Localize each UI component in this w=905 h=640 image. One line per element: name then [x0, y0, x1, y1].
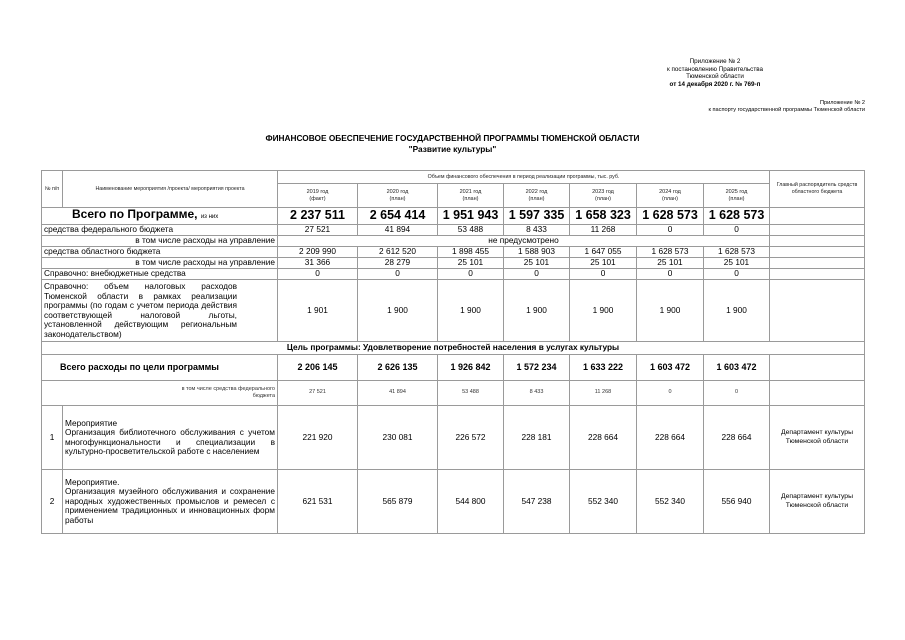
empty-cell: [770, 225, 865, 236]
tax-value: 1 900: [637, 280, 704, 342]
document-title: [0, 133, 905, 155]
empty-cell: [770, 258, 865, 269]
goal-federal-value: 27 521: [278, 381, 358, 406]
year-header: [278, 184, 358, 208]
total-value: 1 658 323: [570, 208, 637, 225]
tax-value: 1 900: [438, 280, 504, 342]
goal-federal-value: 53 488: [438, 381, 504, 406]
appendix-decree-line4: от 14 декабря 2020 г. № 769-п: [669, 80, 761, 88]
row-value: 226 572: [438, 406, 504, 470]
goal-header-row: [42, 342, 865, 355]
extrabudget-row: [42, 269, 865, 280]
regional-mgmt-label: в том числе расходы на управление: [42, 258, 278, 269]
regional-value: 1 628 573: [637, 247, 704, 258]
goal-federal-value: 11 268: [570, 381, 637, 406]
total-value: 2 237 511: [278, 208, 358, 225]
year-kind: (план): [389, 195, 406, 202]
row-value: 552 340: [570, 470, 637, 534]
row-value: 230 081: [358, 406, 438, 470]
row-value: 228 664: [637, 406, 704, 470]
total-label-suffix: из них: [200, 213, 219, 220]
regional-mgmt-value: 25 101: [637, 258, 704, 269]
empty-cell: [770, 355, 865, 381]
col-name-header: Наименование мероприятия /проекта/ мероприятия проекта: [63, 171, 278, 208]
year-label: 2019 год: [306, 188, 329, 195]
extrabudget-value: 0: [278, 269, 358, 280]
row-value: 565 879: [358, 470, 438, 534]
regional-value: 1 898 455: [438, 247, 504, 258]
row-text: Организация библиотечного обслуживания с учетом многофункциональности и специализации в культурно-просветительской работе с населением: [65, 427, 275, 456]
extrabudget-value: 0: [637, 269, 704, 280]
year-header: [358, 184, 438, 208]
appendix-passport: [709, 100, 865, 114]
row-number: 1: [42, 406, 63, 470]
regional-value: 2 209 990: [278, 247, 358, 258]
year-kind: (план): [662, 195, 678, 202]
federal-value: 0: [704, 225, 770, 236]
col-num-header: № п/п: [42, 171, 63, 208]
goal-total-value: 2 206 145: [278, 355, 358, 381]
extrabudget-value: 0: [358, 269, 438, 280]
total-value: 1 628 573: [704, 208, 770, 225]
goal-total-value: 2 626 135: [358, 355, 438, 381]
row-value: 547 238: [504, 470, 570, 534]
row-number: 2: [42, 470, 63, 534]
table-row: [42, 406, 865, 470]
year-label: 2024 год: [659, 188, 681, 195]
tax-value: 1 901: [278, 280, 358, 342]
federal-value: 0: [637, 225, 704, 236]
year-header: [637, 184, 704, 208]
goal-federal-label: в том числе средства федерального бюджета: [42, 381, 278, 406]
goal-total-value: 1 926 842: [438, 355, 504, 381]
regional-mgmt-value: 25 101: [438, 258, 504, 269]
regional-value: 1 647 055: [570, 247, 637, 258]
row-value: 228 664: [704, 406, 770, 470]
tax-value: 1 900: [704, 280, 770, 342]
total-value: 1 597 335: [504, 208, 570, 225]
empty-cell: [770, 381, 865, 406]
tax-value: 1 900: [570, 280, 637, 342]
tax-row: [42, 280, 865, 342]
tax-value: 1 900: [358, 280, 438, 342]
row-value: 228 664: [570, 406, 637, 470]
empty-cell: [770, 208, 865, 225]
federal-mgmt-row: [42, 236, 865, 247]
goal-total-value: 1 603 472: [637, 355, 704, 381]
total-row: [42, 208, 865, 225]
year-label: 2023 год: [592, 188, 614, 195]
empty-cell: [770, 247, 865, 258]
regional-mgmt-value: 31 366: [278, 258, 358, 269]
total-value: 1 628 573: [637, 208, 704, 225]
year-header: [704, 184, 770, 208]
federal-value: 41 894: [358, 225, 438, 236]
year-header: [504, 184, 570, 208]
row-value: 228 181: [504, 406, 570, 470]
total-value: 2 654 414: [358, 208, 438, 225]
regional-mgmt-value: 28 279: [358, 258, 438, 269]
document-title-line2: "Развитие культуры": [408, 144, 497, 154]
regional-mgmt-value: 25 101: [570, 258, 637, 269]
extrabudget-value: 0: [504, 269, 570, 280]
regional-row: [42, 247, 865, 258]
empty-cell: [770, 236, 865, 247]
regional-label: средства областного бюджета: [42, 247, 278, 258]
total-label: [42, 208, 278, 225]
year-label: 2022 год: [525, 188, 548, 195]
finance-table: [41, 170, 865, 534]
regional-mgmt-value: 25 101: [704, 258, 770, 269]
regional-mgmt-row: [42, 258, 865, 269]
goal-federal-value: 8 433: [504, 381, 570, 406]
year-kind: (план): [462, 195, 479, 202]
row-admin: Департамент культуры Тюменской области: [770, 406, 865, 470]
extrabudget-value: 0: [438, 269, 504, 280]
document-title-line1: ФИНАНСОВОЕ ОБЕСПЕЧЕНИЕ ГОСУДАРСТВЕННОЙ ПРОГРАММЫ ТЮМЕНСКОЙ ОБЛАСТИ: [265, 133, 640, 143]
goal-federal-value: 0: [704, 381, 770, 406]
year-header: [438, 184, 504, 208]
empty-cell: [770, 280, 865, 342]
year-kind: (план): [528, 195, 545, 202]
extrabudget-value: 0: [570, 269, 637, 280]
extrabudget-label: Справочно: внебюджетные средства: [42, 269, 278, 280]
row-value: 544 800: [438, 470, 504, 534]
regional-value: 1 588 903: [504, 247, 570, 258]
federal-label: средства федерального бюджета: [42, 225, 278, 236]
row-title: Мероприятие: [65, 417, 118, 428]
year-kind: (факт): [309, 195, 326, 202]
regional-value: 2 612 520: [358, 247, 438, 258]
appendix-passport-line1: Приложение № 2: [819, 100, 865, 106]
goal-federal-row: [42, 381, 865, 406]
row-value: 552 340: [637, 470, 704, 534]
federal-value: 11 268: [570, 225, 637, 236]
year-kind: (план): [728, 195, 745, 202]
federal-mgmt-label: в том числе расходы на управление: [42, 236, 278, 247]
regional-mgmt-value: 25 101: [504, 258, 570, 269]
federal-mgmt-value: не предусмотрено: [278, 236, 770, 247]
row-text: Организация музейного обслуживания и сохранение народных художественных промыслов и ремесел с применением традиционных и инновационных форм работы: [65, 486, 275, 525]
header-row-1: [42, 171, 865, 184]
goal-federal-value: 0: [637, 381, 704, 406]
federal-row: [42, 225, 865, 236]
goal-total-row: [42, 355, 865, 381]
year-label: 2020 год: [386, 188, 409, 195]
table-row: [42, 470, 865, 534]
extrabudget-value: 0: [704, 269, 770, 280]
row-value: 621 531: [278, 470, 358, 534]
row-admin: Департамент культуры Тюменской области: [770, 470, 865, 534]
year-header: [570, 184, 637, 208]
appendix-passport-line2: к паспорту государственной программы Тюменской области: [708, 107, 865, 113]
goal-total-value: 1 633 222: [570, 355, 637, 381]
total-label-text: Всего по Программе,: [72, 207, 198, 221]
row-value: 556 940: [704, 470, 770, 534]
appendix-decree: [640, 58, 790, 88]
row-title: Мероприятие.: [65, 476, 120, 487]
federal-value: 53 488: [438, 225, 504, 236]
col-volume-header: Объем финансового обеспечения в период реализации программы, тыс. руб.: [278, 171, 770, 184]
goal-total-value: 1 603 472: [704, 355, 770, 381]
tax-label: Справочно: объем налоговых расходов Тюменской области в рамках реализации программы (по годам с учетом периода действия соответствующей налоговой льготы, установленной действующим региональным законодательством): [42, 280, 278, 342]
federal-value: 27 521: [278, 225, 358, 236]
appendix-decree-line1: Приложение № 2: [689, 58, 741, 65]
goal-total-label: Всего расходы по цели программы: [42, 355, 278, 381]
row-name: [63, 470, 278, 534]
row-value: 221 920: [278, 406, 358, 470]
empty-cell: [770, 269, 865, 280]
regional-value: 1 628 573: [704, 247, 770, 258]
year-label: 2021 год: [459, 188, 482, 195]
appendix-decree-line2: к постановлению Правительства: [667, 65, 763, 73]
total-value: 1 951 943: [438, 208, 504, 225]
year-label: 2025 год: [725, 188, 748, 195]
goal-total-value: 1 572 234: [504, 355, 570, 381]
appendix-decree-line3: Тюменской области: [686, 73, 744, 81]
year-kind: (план): [595, 195, 611, 202]
col-admin-header: Главный распорядитель средств областного бюджета: [770, 171, 865, 208]
goal-header: Цель программы: Удовлетворение потребностей населения в услугах культуры: [42, 342, 865, 355]
tax-value: 1 900: [504, 280, 570, 342]
federal-value: 8 433: [504, 225, 570, 236]
goal-federal-value: 41 894: [358, 381, 438, 406]
row-name: [63, 406, 278, 470]
